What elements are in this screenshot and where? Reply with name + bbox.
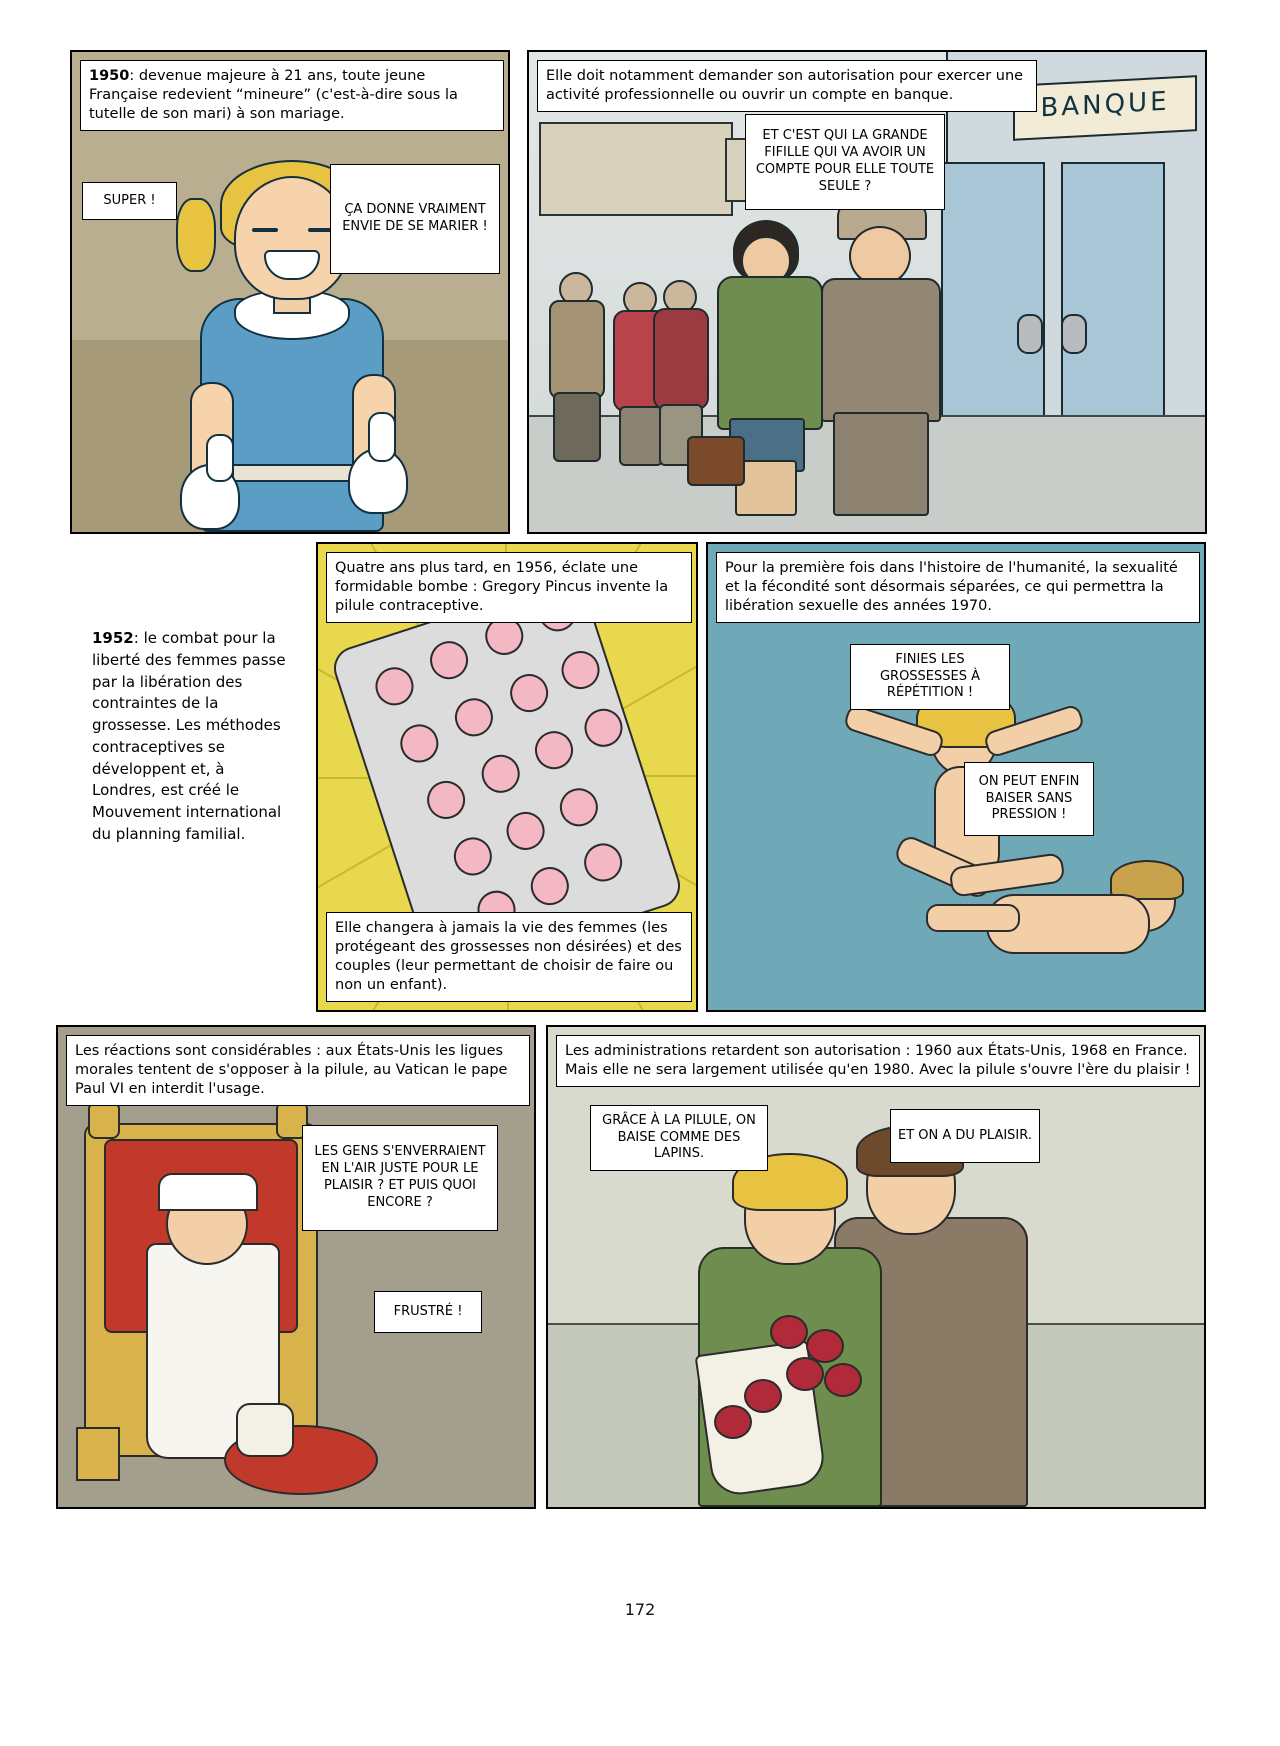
flower xyxy=(714,1405,752,1439)
panel6-bubble-lapins xyxy=(590,1105,768,1171)
panel-1950 xyxy=(70,50,510,534)
panel3-caption-bottom xyxy=(326,912,692,1003)
panel1-bubble-marier-text: ÇA DONNE VRAIMENT ENVIE DE SE MARIER ! xyxy=(342,202,488,234)
woman-thumb-right xyxy=(368,412,396,462)
panel2-bubble-text: ET C'EST QUI LA GRANDE FIFILLE QUI VA AVOIR UN COMPTE POUR ELLE TOUTE SEULE ? xyxy=(755,128,935,194)
panel1-caption-year: 1950 xyxy=(89,68,130,84)
panel-liberation xyxy=(706,542,1206,1012)
pill xyxy=(530,726,578,774)
panel4-bubble-finies xyxy=(850,644,1010,710)
panel2-caption-text: Elle doit notamment demander son autorisation pour exercer une activité professionnelle ou ouvrir un compte en banque. xyxy=(546,68,1024,104)
panel-pope xyxy=(56,1025,536,1509)
sidetext-1952-year: 1952 xyxy=(92,629,134,647)
panel3-caption-top xyxy=(326,552,692,623)
pope-zucchetto xyxy=(158,1173,258,1211)
throne-finial-left xyxy=(88,1101,120,1139)
man-in-suit xyxy=(815,202,955,522)
panel1-bubble-super-text: SUPER ! xyxy=(103,192,156,208)
pedestrian-1-body xyxy=(549,300,605,399)
sidetext-1952-text: : le combat pour la liberté des femmes passe par la libération des contraintes de la grossesse. Les méthodes contraceptives se développent et, à Londres, est créé le Mouvement international du planning familial. xyxy=(92,629,286,843)
pill xyxy=(579,839,627,887)
panel2-caption xyxy=(537,60,1037,112)
page-number-text: 172 xyxy=(624,1600,656,1619)
panel4-caption-text: Pour la première fois dans l'histoire de l'humanité, la sexualité et la fécondité sont désormais séparées, ce qui permettra la libération sexuelle des années 1970. xyxy=(725,560,1178,615)
pill xyxy=(450,693,498,741)
panel5-bubble-plaisir xyxy=(302,1125,498,1231)
bank-sign xyxy=(1013,75,1197,141)
pill xyxy=(580,704,628,752)
panel5-bubble-frustre xyxy=(374,1291,482,1333)
panel6-caption xyxy=(556,1035,1200,1087)
flower xyxy=(786,1357,824,1391)
panel4-bubble-pression-text: ON PEUT ENFIN BAISER SANS PRESSION ! xyxy=(978,773,1080,823)
panel1-caption xyxy=(80,60,504,131)
man-face xyxy=(849,226,911,286)
panel3-caption-top-text: Quatre ans plus tard, en 1956, éclate une formidable bombe : Gregory Pincus invente la pilule contraceptive. xyxy=(335,560,669,615)
panel5-bubble-frustre-text: FRUSTRÉ ! xyxy=(393,1303,463,1319)
panel5-caption xyxy=(66,1035,530,1106)
man-trousers xyxy=(833,412,929,516)
panel6-caption-text: Les administrations retardent son autorisation : 1960 aux États-Unis, 1968 en France. Mais elle ne sera largement utilisée qu'en 1980. Avec la pilule s'ouvre l'ère du plaisir ! xyxy=(565,1043,1191,1079)
lying-man xyxy=(926,864,1186,984)
woman-hair-side-left xyxy=(176,198,216,272)
shop-awning xyxy=(539,122,733,216)
panel3-caption-bottom-text: Elle changera à jamais la vie des femmes (les protégeant des grossesses non désirées) et des couples (leur permettant de choisir de faire ou non un enfant). xyxy=(335,919,682,993)
pill xyxy=(502,807,550,855)
pill xyxy=(422,776,470,824)
panel1-bubble-marier xyxy=(330,164,500,274)
panel6-bubble-plaisir-text: ET ON A DU PLAISIR. xyxy=(898,1127,1032,1143)
panel-pilule xyxy=(316,542,698,1012)
lying-man-legs xyxy=(926,904,1020,932)
pedestrian-1 xyxy=(541,272,611,462)
flower xyxy=(824,1363,862,1397)
flower xyxy=(744,1379,782,1413)
panel4-bubble-pression xyxy=(964,762,1094,836)
pill xyxy=(526,862,574,910)
pedestrian-1-legs xyxy=(553,392,601,462)
panel4-caption xyxy=(716,552,1200,623)
page-number xyxy=(0,1600,1280,1619)
panel1-bubble-super xyxy=(82,182,177,220)
throne-leg-left xyxy=(76,1427,120,1481)
panel5-caption-text: Les réactions sont considérables : aux États-Unis les ligues morales tentent de s'opposer à la pilule, au Vatican le pape Paul VI en interdit l'usage. xyxy=(75,1043,508,1098)
panel6-bubble-lapins-text: GRÂCE À LA PILULE, ON BAISE COMME DES LAPINS. xyxy=(602,1112,756,1162)
pill xyxy=(449,832,497,880)
panel5-bubble-plaisir-text: LES GENS S'ENVERRAIENT EN L'AIR JUSTE POUR LE PLAISIR ? ET PUIS QUOI ENCORE ? xyxy=(314,1144,486,1210)
pill xyxy=(477,750,525,798)
panel6-bubble-plaisir xyxy=(890,1109,1040,1163)
bank-door-handle-left xyxy=(1017,314,1043,354)
panel1-caption-text: : devenue majeure à 21 ans, toute jeune Française redevient “mineure” (c'est-à-dire sous la tutelle de son mari) à son mariage. xyxy=(89,68,458,123)
sidetext-1952 xyxy=(92,628,292,846)
panel-bank xyxy=(527,50,1207,534)
pill xyxy=(425,636,473,684)
pedestrian-3 xyxy=(647,280,713,462)
pill xyxy=(555,783,603,831)
handbag xyxy=(687,436,745,486)
woman-green-coat-body xyxy=(717,276,823,430)
woman-green-coat xyxy=(709,220,829,520)
pedestrian-3-body xyxy=(653,308,709,410)
flower xyxy=(770,1315,808,1349)
panel4-bubble-finies-text: FINIES LES GROSSESSES À RÉPÉTITION ! xyxy=(879,651,981,701)
pill xyxy=(557,646,605,694)
woman-mouth xyxy=(264,250,320,280)
bank-sign-text: BANQUE xyxy=(1040,86,1170,124)
pill xyxy=(371,662,419,710)
pope-shoe xyxy=(236,1403,294,1457)
panel2-bubble xyxy=(745,114,945,210)
pill xyxy=(505,669,553,717)
panel-couple xyxy=(546,1025,1206,1509)
pill xyxy=(395,720,443,768)
man-jacket xyxy=(821,278,941,422)
bank-door-handle-right xyxy=(1061,314,1087,354)
woman-thumb-left xyxy=(206,434,234,482)
woman-eye-left xyxy=(252,228,278,232)
